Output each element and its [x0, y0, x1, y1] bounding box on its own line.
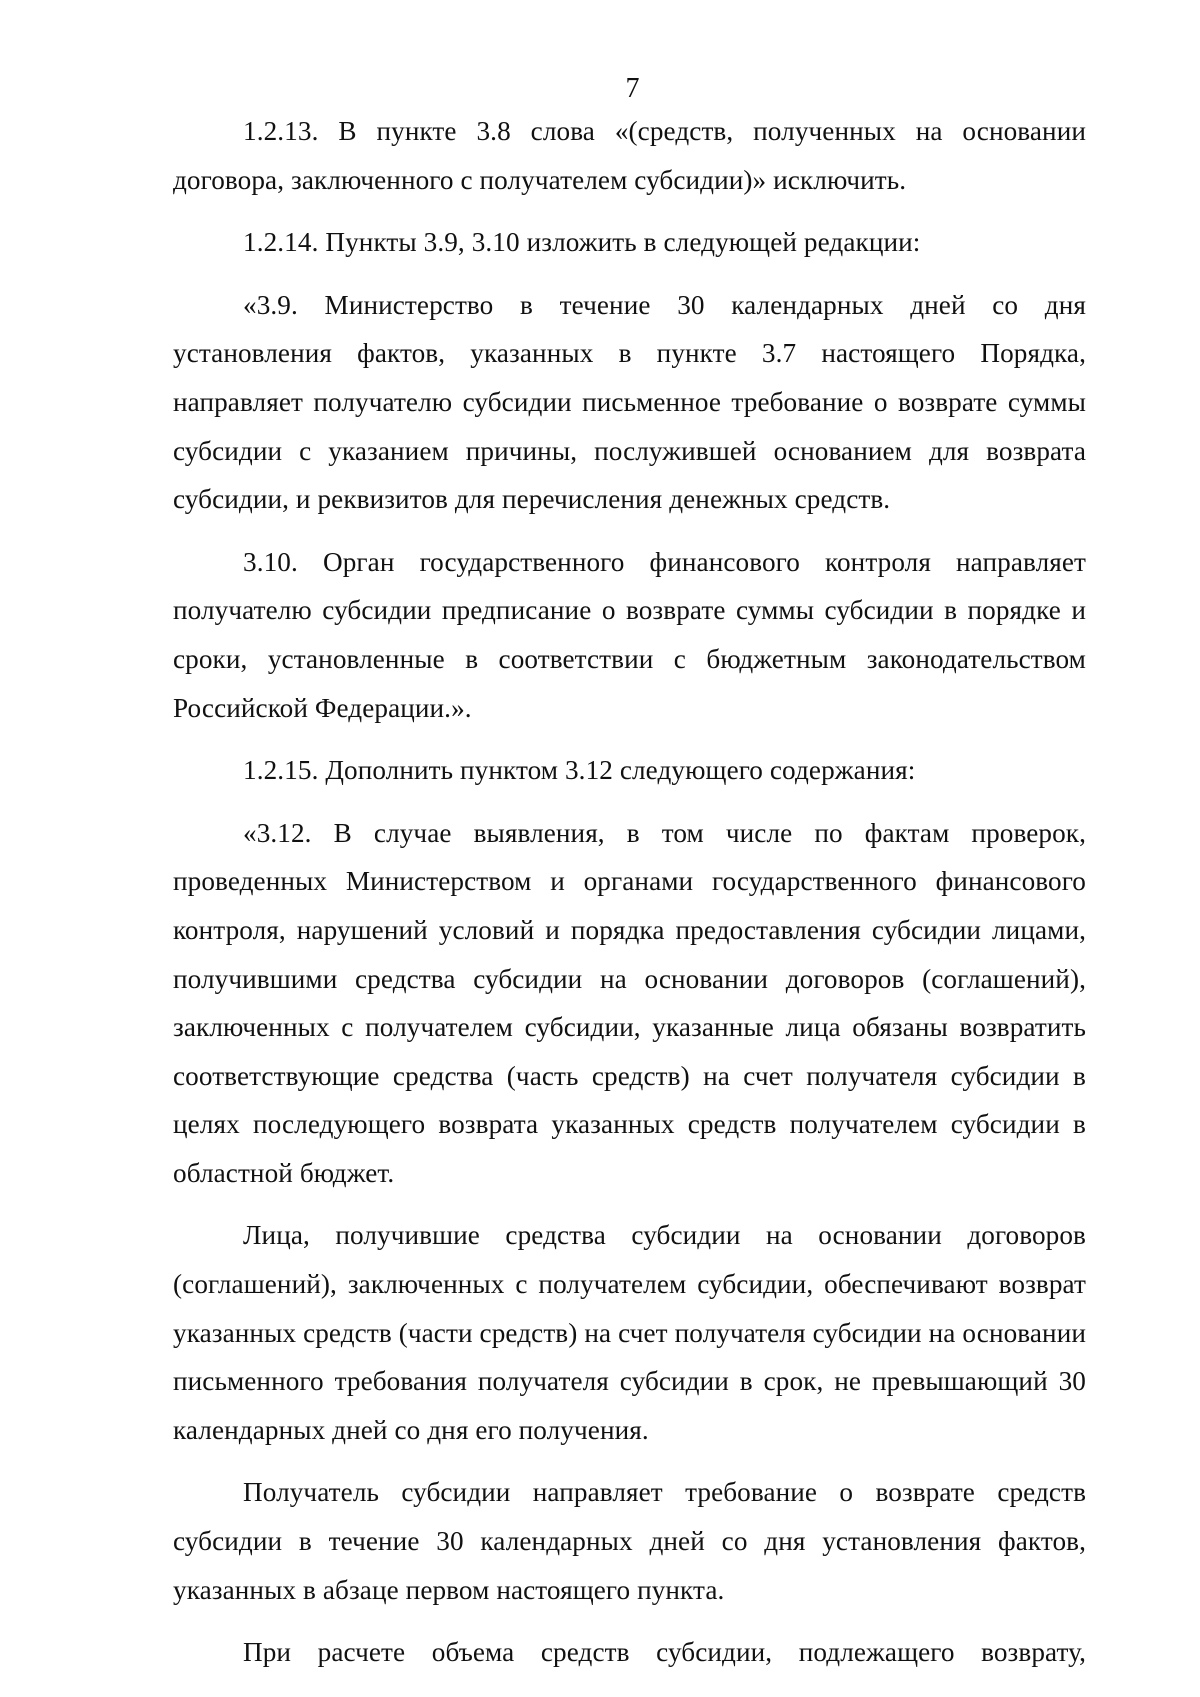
paragraph-3-12-part-4: При расчете объема средств субсидии, подлежащего возврату, [243, 1637, 1086, 1668]
paragraph-3-10: 3.10. Орган государственного финансового контроля направляет получателю субсидии предписание о возврате суммы субсидии в порядке и сроки, установленные в соответствии с бюджетным законодательством Российской Федерации.». [173, 546, 1086, 723]
page-number: 7 [625, 73, 640, 104]
paragraph-1-2-15: 1.2.15. Дополнить пунктом 3.12 следующего содержания: [243, 755, 916, 786]
paragraph-3-9: «3.9. Министерство в течение 30 календарных дней со дня установления фактов, указанных в пункте 3.7 настоящего Порядка, направляет получателю субсидии письменное требование о возврате суммы субсидии с указанием причины, послужившей основанием для возврата субсидии, и реквизитов для перечисления денежных средств. [173, 289, 1086, 515]
paragraph-3-12-part-3: Получатель субсидии направляет требование о возврате средств субсидии в течение 30 календарных дней со дня установления фактов, указанных в абзаце первом настоящего пункта. [173, 1477, 1086, 1605]
paragraph-1-2-13: 1.2.13. В пункте 3.8 слова «(средств, полученных на основании договора, заключенного с получателем субсидии)» исключить. [173, 116, 1086, 195]
document-body [173, 107, 1086, 1691]
paragraph-1-2-14: 1.2.14. Пункты 3.9, 3.10 изложить в следующей редакции: [243, 227, 921, 258]
paragraph-3-12-part-2: Лица, получившие средства субсидии на основании договоров (соглашений), заключенных с получателем субсидии, обеспечивают возврат указанных средств (части средств) на счет получателя субсидии на основании письменного требования получателя субсидии в срок, не превышающий 30 календарных дней со дня его получения. [173, 1220, 1086, 1445]
paragraph-3-12: «3.12. В случае выявления, в том числе по фактам проверок, проведенных Министерством и органами государственного финансового контроля, нарушений условий и порядка предоставления субсидии лицами, получившими средства субсидии на основании договоров (соглашений), заключенных с получателем субсидии, указанные лица обязаны возвратить соответствующие средства (часть средств) на счет получателя субсидии в целях последующего возврата указанных средств получателем субсидии в областной бюджет. [173, 817, 1086, 1188]
